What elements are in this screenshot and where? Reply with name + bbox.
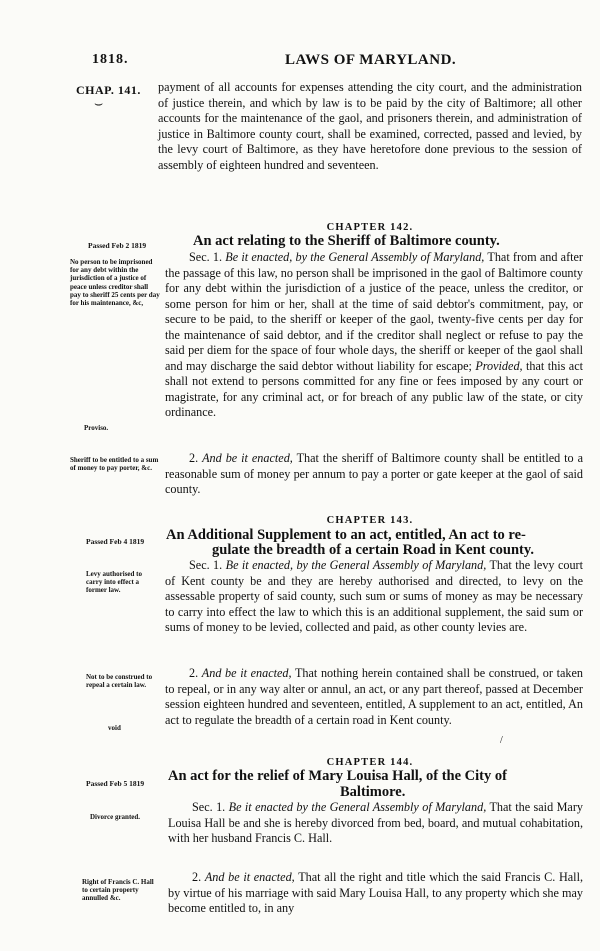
enacting-clause: Be it enacted, by the General Assembly of Maryland,	[225, 558, 487, 572]
chapter-142-title: An act relating to the Sheriff of Baltimore county.	[193, 233, 500, 249]
chapter-142-section-1	[165, 250, 583, 421]
chapter-143-margin-note-2: Not to be construed to repeal a certain law.	[86, 673, 153, 690]
chapter-142-section-2	[165, 451, 583, 498]
section-prefix: 2.	[192, 870, 202, 884]
chapter-143-title-line-2: gulate the breadth of a certain Road in Kent county.	[212, 542, 534, 558]
chapter-142-margin-note-3: Sheriff to be entitled to a sum of money to pay porter, &c.	[70, 456, 159, 473]
chapter-143-section-1	[165, 558, 583, 636]
enacting-clause: And be it enacted,	[201, 666, 292, 680]
chapter-143-title-line-1: An Additional Supplement to an act, entitled, An act to re-	[166, 527, 526, 543]
section-body: That from and after the passage of this law, no person shall be imprisoned in the gaol of Baltimore county for any debt within the jurisdiction of a justice of the peace, unless the creditor, or some person for him or her, shall at the time of said debtor's commitment, pay, or secure to be paid, to the sheriff or keeper of the gaol, twenty-five cents per day for the maintenance of said debtor, and if the creditor shall neglect or refuse to pay the said per diem for the space of four whole days, the sheriff or keeper of the gaol shall and may discharge the said debtor without liability for escape;	[165, 250, 583, 373]
chapter-142-margin-note-1: No person to be imprisoned for any debt within the jurisdiction of a justice of peace unless creditor shall pay to sheriff 25 cents per day for his maintenance, &c,	[70, 258, 160, 308]
section-body: That the levy court of Kent county be and they are hereby authorised and directed, to levy on the assessable property of said county, such sum or sums of money as may be necessary to carry into effect the law to which this is an additional supplement, the said sum or sums of money to be levied, collected and paid, as other county levies are.	[165, 558, 583, 634]
chapter-144-title-line-2: Baltimore.	[340, 784, 406, 800]
chapter-144-margin-note-1: Divorce granted.	[90, 813, 141, 821]
section-prefix: 2.	[189, 451, 199, 465]
chapter-142-margin-note-2: Proviso.	[84, 424, 109, 432]
section-prefix: Sec. 1.	[192, 800, 226, 814]
chapter-142-heading: CHAPTER 142.	[326, 222, 414, 233]
section-body: That the said Mary Louisa Hall be and she is hereby divorced from bed, board, and mutual cohabitation, with her husband Francis C. Hall.	[168, 800, 583, 845]
page-header	[0, 52, 600, 72]
section-prefix: Sec. 1.	[189, 250, 223, 264]
chapter-144-passed: Passed Feb 5 1819	[86, 779, 145, 788]
chapter-144-section-2	[168, 870, 583, 917]
chapter-143-passed: Passed Feb 4 1819	[86, 537, 145, 546]
enacting-clause: Be it enacted, by the General Assembly of Maryland,	[225, 250, 485, 264]
chapter-143-heading: CHAPTER 143.	[326, 515, 414, 526]
section-prefix: 2.	[189, 666, 199, 680]
pen-mark: /	[500, 735, 503, 746]
chapter-143-margin-note-3: void	[108, 724, 121, 732]
proviso-word: Provided,	[475, 358, 523, 373]
chapter-143-margin-note-1: Levy authorised to carry into effect a former law.	[86, 570, 142, 595]
header-title: LAWS OF MARYLAND.	[285, 52, 457, 68]
chapter-141-text: payment of all accounts for expenses attending the city court, and the administration of justice therein, and which by law is to be paid by the city of Baltimore; all other accounts for the maintenance of the gaol, and prisoners therein, and administration of justice in Baltimore county court, shall be examined, corrected, passed and levied, by the levy court of Baltimore, as they have heretofore done previous to the session of assembly of eighteen hundred and seventeen.	[158, 80, 582, 172]
enacting-clause: And be it enacted,	[204, 870, 295, 884]
section-body: That the sheriff of Baltimore county shall be entitled to a reasonable sum of money per annum to pay a porter or gate keeper at the gaol of said county.	[165, 451, 584, 496]
chapter-141-label: CHAP. 141.	[76, 83, 141, 97]
enacting-clause: Be it enacted by the General Assembly of Maryland,	[228, 800, 487, 814]
chapter-143-section-2	[165, 666, 583, 728]
proviso-body: that this act shall not extend to persons committed for any fine or fees imposed by any court or magistrate, for any criminal act, or for breach of any public law of the state, or city ordinance.	[165, 358, 583, 419]
section-prefix: Sec. 1.	[189, 558, 223, 572]
chapter-144-heading: CHAPTER 144.	[326, 757, 414, 768]
brace-mark: ⌣	[94, 97, 104, 112]
section-body: That nothing herein contained shall be construed, or taken to repeal, or in any way alter or annul, an act, or any part thereof, passed at December session eighteen hundred and seventeen, entitled, A supplement to an act, entitled, An act to regulate the breadth of a certain road in Kent county.	[165, 666, 583, 727]
chapter-144-title-line-1: An act for the relief of Mary Louisa Hall, of the City of	[168, 768, 507, 784]
enacting-clause: And be it enacted,	[202, 451, 293, 465]
section-body: That all the right and title which the said Francis C. Hall, by virtue of his marriage with said Mary Louisa Hall, to any property which she may become entitled to, in any	[168, 870, 584, 915]
header-year: 1818.	[92, 52, 129, 67]
chapter-142-passed: Passed Feb 2 1819	[88, 241, 147, 250]
chapter-144-section-1	[168, 800, 583, 847]
chapter-144-margin-note-2: Right of Francis C. Hall to certain property annulled &c.	[82, 878, 154, 903]
